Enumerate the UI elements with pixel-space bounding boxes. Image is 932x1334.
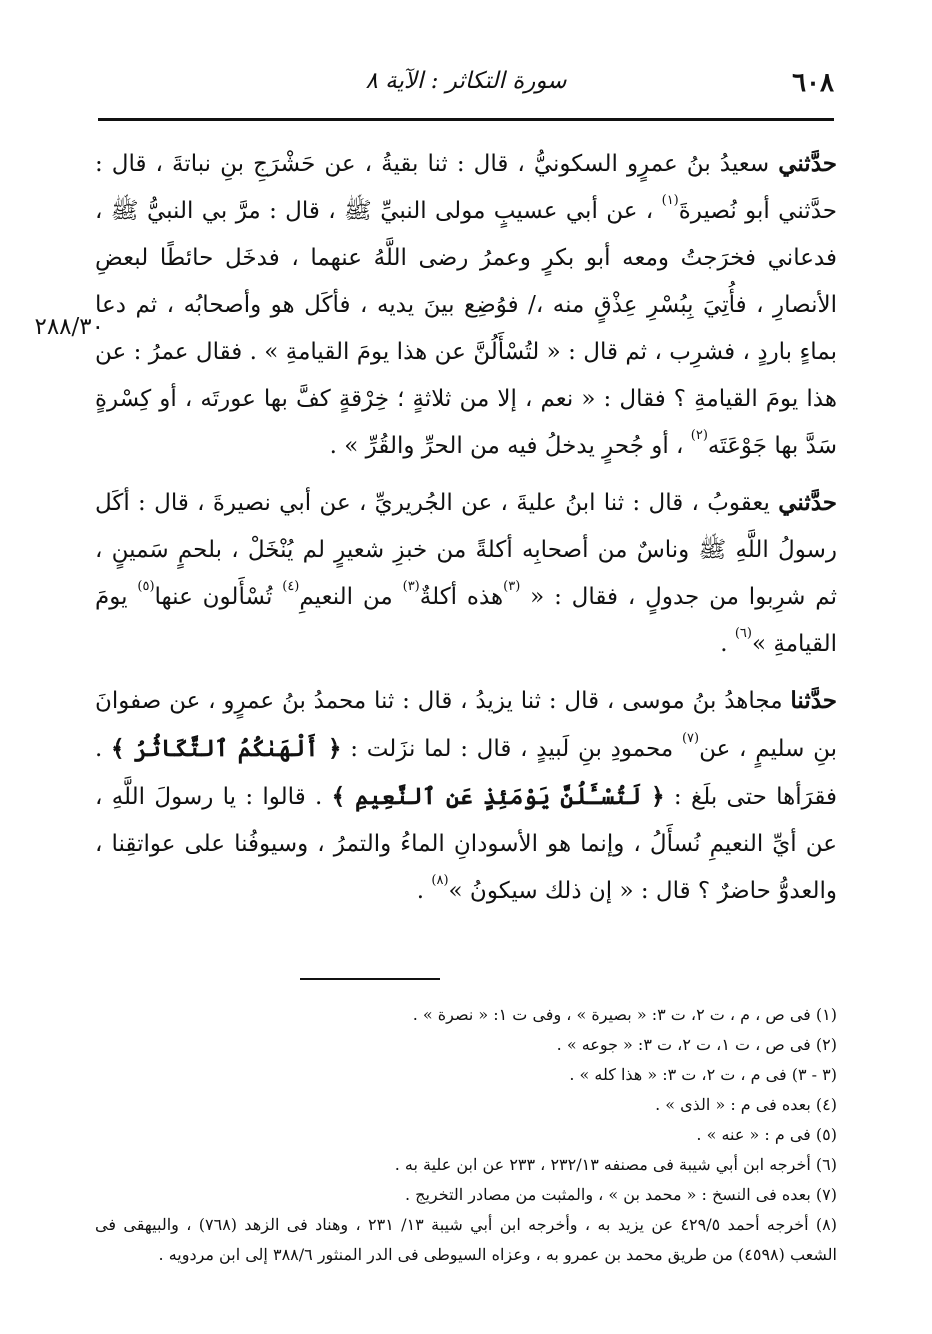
paragraph-text: ، أو جُحرٍ يدخلُ فيه من الحرِّ والقُرِّ » . bbox=[329, 433, 691, 459]
paragraph-text: محمودِ بنِ لَبيدٍ ، قال : لما نزَلت : bbox=[341, 736, 682, 762]
quran-verse: ﴿ لَتُسْـَٔلُنَّ يَوْمَئِذٍ عَنِ ٱلنَّعِيمِ ﴾ bbox=[331, 783, 665, 810]
paragraph-lead: حدَّثني bbox=[778, 150, 837, 177]
footnote-item: (٥) فى م : « عنه » . bbox=[696, 1125, 837, 1144]
footnote-item: (١) فى ص ، م ، ت ٢، ت ٣: « بصيرة » ، وفى ت ١: « نصرة » . bbox=[412, 1005, 837, 1024]
running-title: سورة التكاثر : الآية ٨ bbox=[365, 68, 567, 94]
footnote-item: (٧) بعده فى النسخ : « محمد بن » ، والمثبت من مصادر التخريج . bbox=[404, 1185, 837, 1204]
footnote-item: (٢) فى ص ، ت ١، ت ٢، ت ٣: « جوعه » . bbox=[556, 1035, 837, 1054]
paragraph-lead: حدَّثني bbox=[778, 489, 838, 516]
footnotes bbox=[95, 1000, 837, 1270]
paragraph-text: . bbox=[416, 878, 432, 904]
page-header bbox=[98, 64, 834, 104]
paragraph-text: . bbox=[720, 631, 735, 657]
header-rule bbox=[98, 118, 834, 121]
paragraph-text: من النعيمِ bbox=[299, 584, 403, 610]
main-text bbox=[95, 140, 837, 924]
footnote-marker: (١) bbox=[661, 193, 679, 208]
paragraph-text: يعقوبُ ، قال : ثنا ابنُ عليةَ ، عن الجُريريِّ ، عن أبي نصيرةَ ، قال : أكَل رسولُ اللَّهِ ﷺ وناسٌ من أصحابِه أكلةً من خبزِ شعيرٍ لم يُنْخَلْ ، بلحمٍ سَمينٍ ، ثم شرِبوا من جدولٍ ، فقال : « bbox=[95, 490, 838, 610]
footnote-marker: (٣) bbox=[402, 579, 420, 594]
footnote-marker: (٢) bbox=[690, 428, 708, 443]
paragraph-text: يومَ القيامةِ » bbox=[95, 584, 837, 657]
paragraph-text: هذه أكلةٌ bbox=[419, 584, 504, 610]
paragraph-text: ، عن أبي عسيبٍ مولى النبيِّ ﷺ ، قال : مرَّ بي النبيُّ ﷺ ، فدعاني فخرَجتُ ومعه أبو بكرٍ وعمرُ رضى اللَّهُ عنهما ، فدخَل حائطًا لبعضِ الأنصارِ ، فأُتِيَ بِبُسْرِ عِذْقٍ منه ،/ فوُضِع بينَ يديه ، فأكَل هو وأصحابُه ، ثم دعا بماءٍ باردٍ ، فشرِب ، ثم قال : « لتُسْأَلُنَّ عن هذا يومَ القيامةِ » . فقال عمرُ : عن هذا يومَ القيامةِ ؟ فقال : « نعم ، إلا من ثلاثةٍ ؛ خِرْقةٍ كفَّ بها عورتَه ، أو كِسْرةٍ سَدَّ بها جَوْعَتَه bbox=[95, 198, 837, 459]
quran-verse: ﴿ أَلْهَىٰكُمُ ٱلتَّكَاثُرُ ﴾ bbox=[111, 735, 342, 762]
page-number: ٦٠٨ bbox=[792, 68, 834, 98]
hadith-paragraph-2 bbox=[95, 479, 837, 668]
footnote-marker: (٨) bbox=[431, 873, 449, 888]
paragraph-text: تُسْأَلون عنها bbox=[154, 584, 283, 610]
paragraph-text: مجاهدُ بنُ موسى ، قال : ثنا يزيدُ ، قال : ثنا محمدُ بنُ عمرٍو ، عن صفوانَ بنِ سليمٍ ، عن bbox=[95, 688, 837, 762]
hadith-paragraph-3 bbox=[95, 677, 837, 915]
footnote-marker: (٤) bbox=[282, 579, 300, 594]
hadith-paragraph-1 bbox=[95, 140, 837, 470]
footnote-marker: (٦) bbox=[734, 626, 752, 641]
footnote-item: (٤) بعده فى م : « الذى » . bbox=[655, 1095, 837, 1114]
footnote-item: (٣ - ٣) فى م ، ت ٢، ت ٣: « هذا كله » . bbox=[569, 1065, 837, 1084]
footnote-marker: (٥) bbox=[137, 579, 155, 594]
footnote-rule bbox=[300, 978, 440, 980]
footnote-item: (٨) أخرجه أحمد ٤٢٩/٥ عن يزيد به ، وأخرجه ابن أبي شيبة ١٣/ ٢٣١ ، وهناد فى الزهد (٧٦٨) ، والبيهقى فى الشعب (٤٥٩٨) من طريق محمد بن عمرو به ، وعزاه السيوطى فى الدر المنثور ٣٨٨/٦ إلى ابن مردويه . bbox=[95, 1215, 838, 1264]
paragraph-text: . فقرَأها حتى بلَغ : bbox=[95, 736, 837, 810]
paragraph-text: . قالوا : يا رسولَ اللَّهِ ، عن أيِّ النعيمِ نُسأَلُ ، وإنما هو الأسودانِ الماءُ والتمرُ ، وسيوفُنا على عواتقِنا ، والعدوُّ حاضرٌ ؟ قال : « إن ذلك سيكونُ » bbox=[95, 784, 837, 904]
paragraph-lead: حدَّثنا bbox=[790, 687, 838, 714]
paragraph-text: سعيدُ بنُ عمرٍو السكونيُّ ، قال : ثنا بقيةُ ، عن حَشْرَجِ بنِ نباتةَ ، قال : حدَّثني أبو نُصيرةَ bbox=[95, 151, 837, 224]
margin-reference: ٢٨٨/٣٠ bbox=[34, 314, 104, 340]
footnote-item: (٦) أخرجه ابن أبي شيبة فى مصنفه ٢٣٢/١٣ ، ٢٣٣ عن ابن علية به . bbox=[394, 1155, 837, 1174]
footnote-marker: (٣) bbox=[503, 579, 521, 594]
footnote-marker: (٧) bbox=[681, 731, 700, 746]
